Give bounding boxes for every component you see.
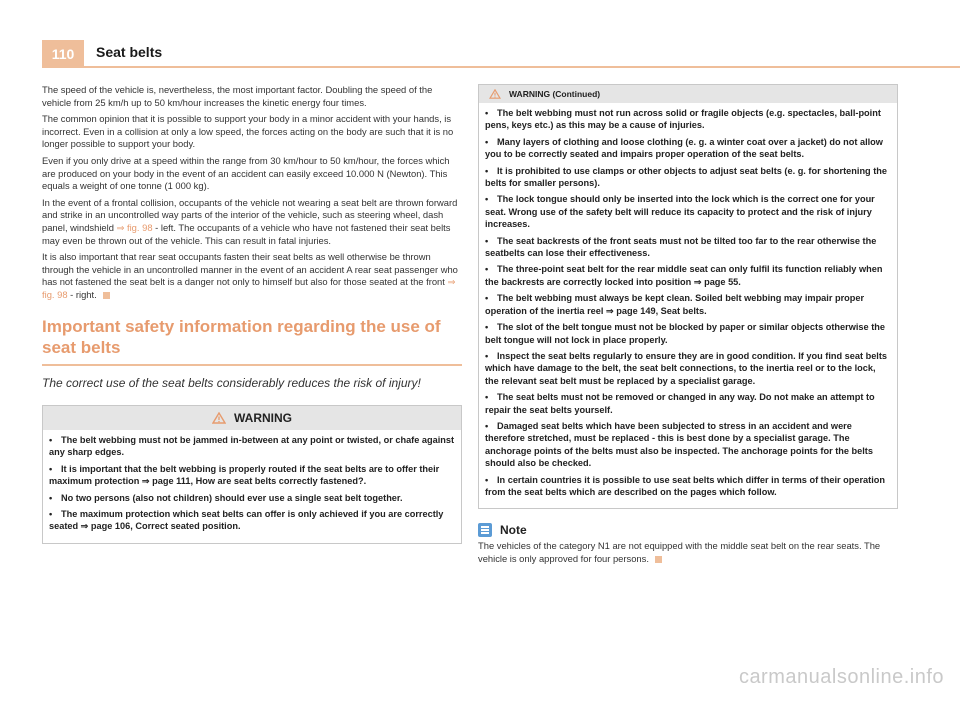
note-header (478, 523, 898, 537)
paragraph-text: - left. The occupants of a vehicle who have not fastened their seat belts may even be thrown out of the vehicle. This can result in fatal injuries. (42, 221, 451, 246)
watermark: carmanualsonline.info (738, 666, 944, 688)
warning-list (43, 430, 461, 543)
page-header (0, 0, 960, 70)
section-end-marker (103, 292, 110, 299)
section-divider (42, 364, 462, 366)
paragraph-text: It is also important that rear seat occupants fasten their seat belts as well otherwise be thrown through the vehicle in an uncontrolled manner in the event of an accident A rear seat passenger who has not fastened the seat belt is a danger not only to himself but also for those seated at the front (42, 251, 458, 288)
fig-link[interactable]: ⇒ fig. 98 (42, 276, 456, 300)
warning-icon (489, 89, 501, 99)
warning-item: • Damaged seat belts which have been subjected to stress in an accident and were therefore stretched, must be replaced - this is best done by a specialist garage. The anchorage points of the belts must also be inspected. The anchorage points for the belts should also be checked. (485, 420, 873, 469)
paragraph: The common opinion that it is possible to support your body in a minor accident with your hands, is incorrect. Even in a collision at only a low speed, the forces acting on the body are such that it is no longer possible to support your body. (42, 113, 454, 150)
warning-item: • The three-point seat belt for the rear middle seat can only fulfil its function reliably when the backrests are correctly locked into position ⇒ page 55. (485, 264, 883, 287)
warning-item: • The seat belts must not be removed or changed in any way. Do not make an attempt to repair the seat belts yourself. (485, 392, 875, 415)
fig-link[interactable]: ⇒ fig. 98 (116, 221, 153, 233)
warning-item: • The belt webbing must not run across solid or fragile objects (e.g. spectacles, ball-point pens, keys etc.) as this may be a cause of injuries. (485, 108, 881, 131)
note-icon (478, 523, 492, 537)
paragraph: Even if you only drive at a speed within the range from 30 km/hour to 50 km/hour, the forces which are produced on your body in the event of an accident can easily exceed 10.000 N (Newton). This equals a weight of one tonne (1 000 kg). (42, 154, 450, 192)
warning-item: • In certain countries it is possible to use seat belts which differ in terms of their operation from the seat belts which are described on the pages which follow. (485, 474, 885, 497)
paragraph: The speed of the vehicle is, nevertheless, the most important factor. Doubling the speed of the vehicle from 25 km/h up to 50 km/hour increases the kinetic energy four times. (42, 84, 433, 108)
warning-header (43, 406, 461, 430)
warning-item: • The lock tongue should only be inserted into the lock which is the correct one for your seat. Wrong use of the safety belt will reduce its capacity to protect and the risk of injury increases. (485, 194, 875, 230)
warning-box (42, 405, 462, 544)
note-text: The vehicles of the category N1 are not equipped with the middle seat belt on the rear seats. The vehicle is only approved for four persons. (478, 540, 881, 564)
paragraph-text: In the event of a frontal collision, occupants of the vehicle not wearing a seat belt are thrown forward and strike in an uncontrolled way parts of the interior of the vehicle, such as steering wheel, dash panel, windshield (42, 196, 458, 233)
warning-item: • It is important that the belt webbing is properly routed if the seat belts are to offer their maximum protection ⇒ page 111, How are seat belts correctly fastened?. (49, 463, 440, 487)
warning-header (479, 85, 897, 103)
warning-item: • The seat backrests of the front seats must not be tilted too far to the rear otherwise the seatbelts can lose their effectiveness. (485, 235, 877, 259)
warning-item: • The maximum protection which seat belts can offer is only achieved if you are correctly seated ⇒ page 106, Correct seated position. (49, 509, 444, 532)
header-divider (84, 66, 960, 68)
warning-icon (212, 412, 226, 424)
right-column (478, 84, 898, 570)
section-lead: The correct use of the seat belts considerably reduces the risk of injury! (42, 375, 421, 390)
warning-item: • No two persons (also not children) should ever use a single seat belt together. (49, 492, 403, 503)
paragraph (42, 251, 462, 301)
warning-box-continued (478, 84, 898, 509)
warning-item: • The belt webbing must always be kept clean. Soiled belt webbing may impair proper operation of the inertia reel ⇒ page 149, Seat belts. (485, 293, 865, 316)
section-title: Important safety information regarding the use of seat belts (42, 316, 441, 357)
section-end-marker (655, 556, 662, 563)
page-title: Seat belts (96, 44, 163, 60)
warning-item: • Many layers of clothing and loose clothing (e. g. a winter coat over a jacket) do not allow you to be correctly seated and impairs proper operation of the seat belts. (485, 136, 883, 160)
paragraph-text: - right. (67, 288, 97, 300)
warning-item: • The slot of the belt tongue must not be blocked by paper or similar objects otherwise the belt tongue will not lock in place properly. (485, 322, 885, 345)
warning-item: • The belt webbing must not be jammed in-between at any point or twisted, or chafe against any sharp edges. (49, 435, 455, 458)
warning-item: • It is prohibited to use clamps or other objects to adjust seat belts (e. g. for shortening the belts for smaller persons). (485, 165, 888, 189)
warning-title: WARNING (234, 411, 292, 425)
warning-list (479, 103, 897, 508)
warning-title: WARNING (Continued) (509, 89, 601, 99)
note-title: Note (500, 523, 527, 538)
page-number: 110 (42, 40, 84, 68)
paragraph (42, 197, 462, 247)
left-column (42, 84, 462, 544)
warning-item: • Inspect the seat belts regularly to ensure they are in good condition. If you find seat belts which have damage to the belt, the seat belt connections, to the inertia reel or to the lock, the relevant seat belt must be replaced by a specialist garage. (485, 350, 888, 386)
